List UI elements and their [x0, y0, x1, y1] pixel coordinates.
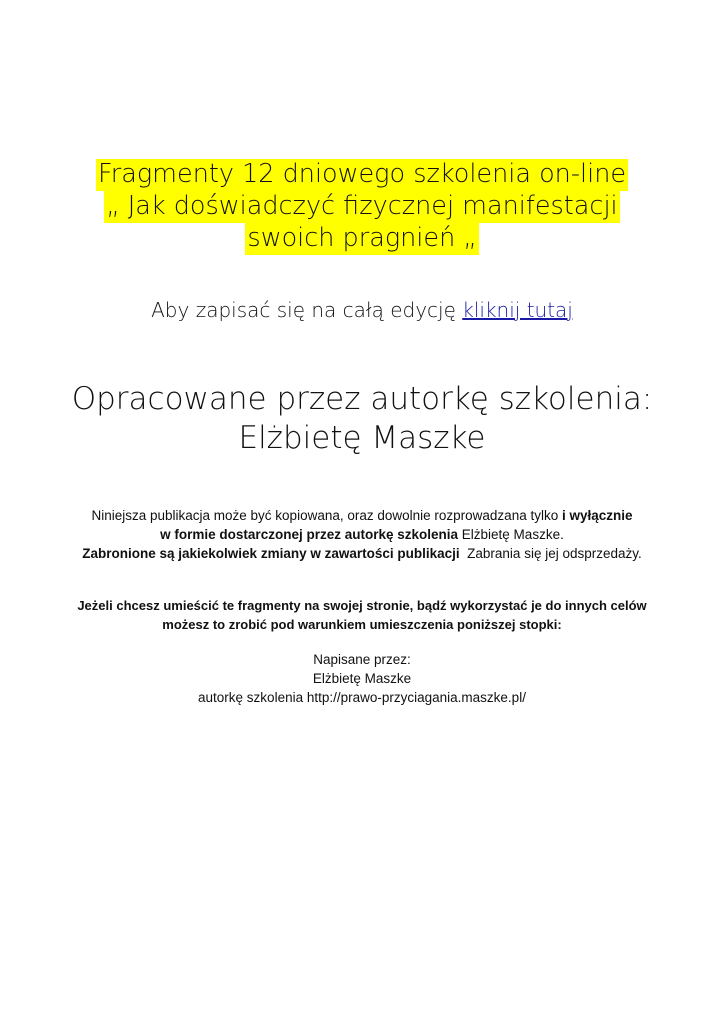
author-heading-line-1: Opracowane przez autorkę szkolenia:: [71, 381, 653, 417]
footer-line-3: autorkę szkolenia http://prawo-przyciagania.maszke.pl/: [198, 690, 526, 705]
title-line-2: [60, 190, 664, 222]
document-title: [60, 158, 664, 254]
footer-line-2: Elżbietę Maszke: [312, 671, 412, 686]
copyright-notice: [40, 506, 684, 563]
notice-line-1: [40, 506, 684, 525]
title-line-1: [60, 158, 664, 190]
title-highlight-3: swoich pragnień „: [247, 223, 477, 253]
notice-line-2: [40, 525, 684, 544]
title-line-3: [60, 222, 664, 254]
condition-line-2: możesz to zrobić pod warunkiem umieszczenia poniższej stopki:: [162, 617, 562, 632]
title-highlight-2: „ Jak doświadczyć fizycznej manifestacji: [106, 191, 618, 221]
notice-line-3: [40, 544, 684, 563]
title-highlight-1: Fragmenty 12 dniowego szkolenia on-line: [97, 159, 627, 189]
condition-line-1: Jeżeli chcesz umieścić te fragmenty na swojej stronie, bądź wykorzystać je do innych celów: [77, 598, 647, 613]
notice-line-2-bold: w formie dostarczonej przez autorkę szkolenia: [160, 527, 459, 542]
footer-line-1: Napisane przez:: [313, 652, 411, 667]
notice-line-1-bold: i wyłącznie: [561, 508, 633, 523]
notice-line-2-text: Elżbietę Maszke.: [461, 527, 564, 542]
notice-line-3-bold: Zabronione są jakiekolwiek zmiany w zawartości publikacji: [82, 546, 460, 561]
author-heading: [40, 380, 684, 458]
notice-line-1-text: Niniejsza publikacja może być kopiowana, oraz dowolnie rozprowadzana tylko: [91, 508, 559, 523]
reuse-condition: [40, 596, 684, 634]
signup-link[interactable]: kliknij tutaj: [462, 298, 573, 322]
signup-text: Aby zapisać się na całą edycję: [151, 298, 456, 322]
author-heading-line-2: Elżbietę Maszke: [238, 420, 486, 456]
notice-line-3-text: Zabrania się jej odsprzedaży.: [467, 546, 642, 561]
signup-line: [60, 296, 664, 324]
footer-attribution: [40, 650, 684, 707]
